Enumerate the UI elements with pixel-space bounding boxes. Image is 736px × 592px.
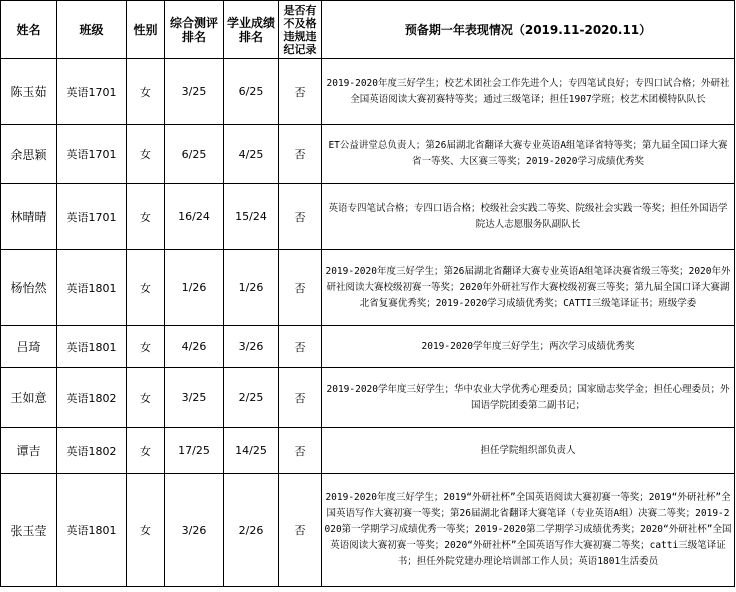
student-class: 英语1801	[57, 326, 127, 368]
student-name: 王如意	[1, 368, 57, 428]
student-gender: 女	[127, 184, 165, 250]
overall-rank: 17/25	[165, 428, 224, 474]
header-performance: 预备期一年表现情况（2019.11-2020.11）	[322, 1, 735, 59]
table-row	[1, 59, 735, 125]
performance-detail: 2019-2020年度三好学生；第26届湖北省翻译大赛专业英语A组笔译决赛省级三等奖；2020年外研社阅读大赛校级初赛一等奖；2020年外研社写作大赛校级初赛三等奖；第九届全国口译大赛湖北省复赛优秀奖；2019-2020学习成绩优秀奖；CATTI三级笔译证书；班级学委	[322, 250, 735, 326]
student-class: 英语1801	[57, 250, 127, 326]
violation-record: 否	[279, 326, 322, 368]
performance-detail: ET公益讲堂总负责人；第26届湖北省翻译大赛专业英语A组笔译省特等奖；第九届全国口译大赛省一等奖、大区赛三等奖；2019-2020学习成绩优秀奖	[322, 125, 735, 184]
header-overall-rank: 综合测评排名	[165, 1, 224, 59]
header-name: 姓名	[1, 1, 57, 59]
performance-detail: 英语专四笔试合格；专四口语合格；校级社会实践二等奖、院级社会实践一等奖；担任外国语学院达人志愿服务队副队长	[322, 184, 735, 250]
overall-rank: 1/26	[165, 250, 224, 326]
student-name: 谭吉	[1, 428, 57, 474]
student-name: 余思颖	[1, 125, 57, 184]
student-name: 林晴晴	[1, 184, 57, 250]
student-name: 杨怡然	[1, 250, 57, 326]
overall-rank: 4/26	[165, 326, 224, 368]
header-violation: 是否有不及格违规违纪记录	[279, 1, 322, 59]
header-class: 班级	[57, 1, 127, 59]
violation-record: 否	[279, 184, 322, 250]
violation-record: 否	[279, 474, 322, 587]
violation-record: 否	[279, 125, 322, 184]
table-row	[1, 474, 735, 587]
violation-record: 否	[279, 250, 322, 326]
table-row	[1, 368, 735, 428]
header-row	[1, 1, 735, 59]
overall-rank: 3/26	[165, 474, 224, 587]
violation-record: 否	[279, 368, 322, 428]
header-gender: 性别	[127, 1, 165, 59]
overall-rank: 3/25	[165, 368, 224, 428]
student-class: 英语1701	[57, 59, 127, 125]
academic-rank: 3/26	[224, 326, 279, 368]
table-row	[1, 326, 735, 368]
performance-detail: 2019-2020学年度三好学生；两次学习成绩优秀奖	[322, 326, 735, 368]
student-gender: 女	[127, 326, 165, 368]
academic-rank: 2/25	[224, 368, 279, 428]
performance-detail: 2019-2020年度三好学生；校艺术团社会工作先进个人；专四笔试良好；专四口试合格；外研社全国英语阅读大赛初赛特等奖；通过三级笔译；担任1907学班；校艺术团模特队队长	[322, 59, 735, 125]
table-row	[1, 184, 735, 250]
header-academic-rank: 学业成绩排名	[224, 1, 279, 59]
student-gender: 女	[127, 125, 165, 184]
student-gender: 女	[127, 59, 165, 125]
academic-rank: 15/24	[224, 184, 279, 250]
student-name: 张玉莹	[1, 474, 57, 587]
table-row	[1, 428, 735, 474]
student-class: 英语1701	[57, 125, 127, 184]
student-class: 英语1701	[57, 184, 127, 250]
performance-detail: 担任学院组织部负责人	[322, 428, 735, 474]
student-gender: 女	[127, 250, 165, 326]
academic-rank: 2/26	[224, 474, 279, 587]
table-row	[1, 125, 735, 184]
student-class: 英语1802	[57, 368, 127, 428]
student-name: 陈玉茹	[1, 59, 57, 125]
violation-record: 否	[279, 428, 322, 474]
violation-record: 否	[279, 59, 322, 125]
student-class: 英语1801	[57, 474, 127, 587]
overall-rank: 16/24	[165, 184, 224, 250]
academic-rank: 1/26	[224, 250, 279, 326]
performance-detail: 2019-2020年度三好学生；2019“外研社杯”全国英语阅读大赛初赛一等奖；2019“外研社杯”全国英语写作大赛初赛一等奖；第26届湖北省翻译大赛笔译（专业英语A组）决赛二等奖；2019-2020第一学期学习成绩优秀一等奖；2019-2020第二学期学习成绩优秀奖；2020“外研社杯”全国英语阅读大赛初赛一等奖；2020“外研社杯”全国英语写作大赛初赛二等奖；catti三级笔译证书；担任外院党建办理论培训部工作人员；英语1801生活委员	[322, 474, 735, 587]
table-row	[1, 250, 735, 326]
student-name: 吕琦	[1, 326, 57, 368]
academic-rank: 6/25	[224, 59, 279, 125]
student-gender: 女	[127, 368, 165, 428]
overall-rank: 3/25	[165, 59, 224, 125]
academic-rank: 4/25	[224, 125, 279, 184]
student-gender: 女	[127, 428, 165, 474]
student-gender: 女	[127, 474, 165, 587]
academic-rank: 14/25	[224, 428, 279, 474]
performance-detail: 2019-2020学年度三好学生；华中农业大学优秀心理委员；国家励志奖学金；担任心理委员；外国语学院团委第二副书记；	[322, 368, 735, 428]
overall-rank: 6/25	[165, 125, 224, 184]
student-class: 英语1802	[57, 428, 127, 474]
